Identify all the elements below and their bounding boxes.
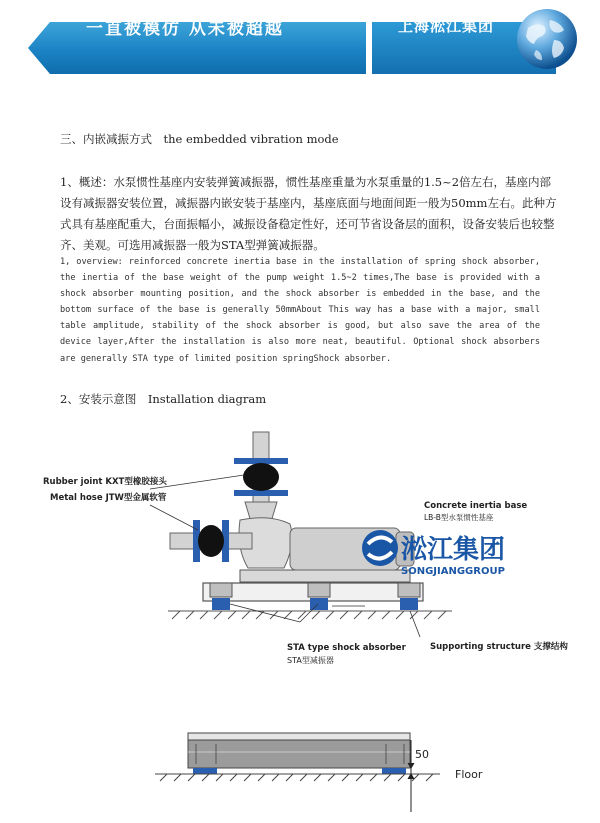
metal-hose-label: Metal hose JTW型金属软管 xyxy=(50,493,167,503)
overview-chinese: 1、概述：水泵惯性基座内安装弹簧减振器，惯性基座重量为水泵重量的1.5~2倍左右，基座内部设有减振器安装位置，减振器内嵌安装于基座内，基座底面与地面间距一般为50mm左右。此种方式具有基座配重大，台面振幅小，减振设备稳定性好，还可节省设备层的面积，设备安装后也较整齐、美观。可选用减振器一般为STA型弹簧减振器。 xyxy=(60,175,557,252)
detail-base-top xyxy=(188,733,410,740)
metal-hose xyxy=(198,525,224,557)
dimension-value: 50 xyxy=(415,748,429,761)
sta-label-zh: STA型减振器 xyxy=(287,656,334,665)
overview-english: 1, overview: reinforced concrete inertia base in the installation of spring shock absorber, the inertia of the base weight of the pump weight 1.5~2 times,The base is provided with a shock absorber mounting position, and the shock absorber is embedded in the base, and the bottom surface of the base is generally 50mmAbout This way has a base with a major, small table amplitude, stability of the shock absorber is good, but also save the area of the device layer,After the installation is also more neat, beautiful. Optional shock absorbers are generally STA type of limited position springShock absorber. xyxy=(60,257,540,364)
detail-absorber-left xyxy=(193,768,217,774)
pump-skid xyxy=(240,570,410,582)
logo-mark xyxy=(362,530,398,566)
diagram-heading: 2、安装示意图 Installation diagram xyxy=(60,392,267,406)
support-label: Supporting structure 支撑结构 xyxy=(430,642,568,652)
globe-icon xyxy=(514,6,580,72)
rubber-joint-label: Rubber joint KXT型橡胶接头 xyxy=(43,477,167,487)
detail-base-body xyxy=(188,740,410,768)
slogan-text: 一直被模仿 从未被超越 xyxy=(86,19,284,39)
logo-english: SONGJIANGGROUP xyxy=(401,566,505,577)
rubber-joint xyxy=(243,463,279,491)
base-detail-diagram xyxy=(0,725,600,815)
section-heading: 三、内嵌减振方式 the embedded vibration mode xyxy=(60,132,339,146)
concrete-base-label-zh: LB-B型水泵惯性基座 xyxy=(424,513,494,522)
concrete-base-label: Concrete inertia base xyxy=(424,501,528,511)
logo-name: 淞江集团 xyxy=(401,535,506,565)
installation-diagram xyxy=(0,415,600,665)
detail-absorber-right xyxy=(382,768,406,774)
floor-label: Floor xyxy=(455,768,483,781)
company-name: 上海淞江集团 xyxy=(398,17,495,35)
sta-label: STA type shock absorber xyxy=(287,643,406,653)
